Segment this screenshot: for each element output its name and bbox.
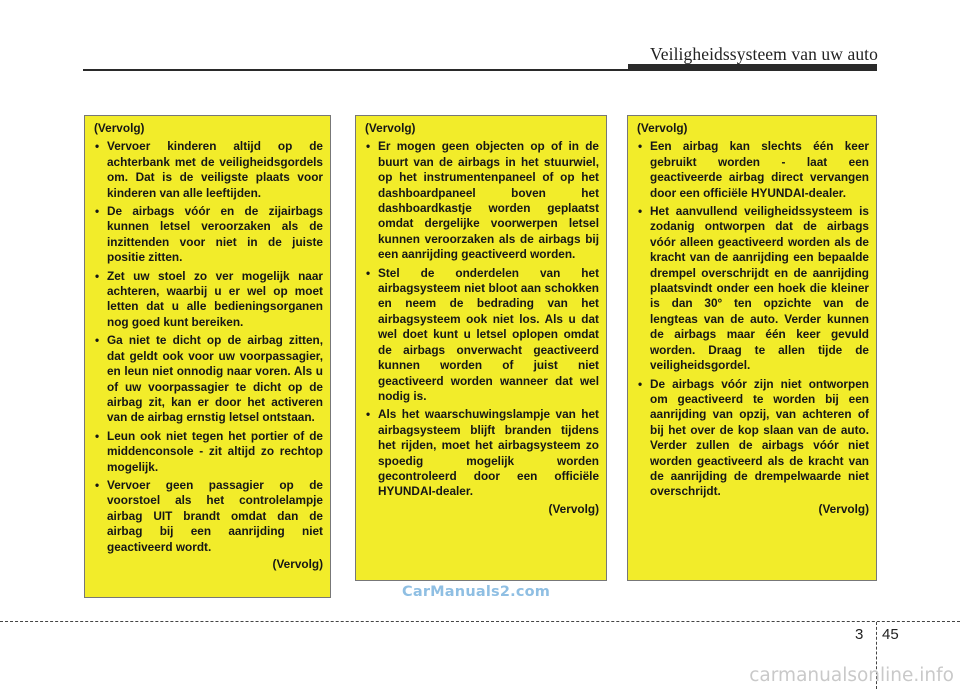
list-item: • Vervoer geen passagier op de voorstoel als het controlelampje airbag UIT brandt omdat dan de airbag bij een aanrijding niet geactiveerd wordt. — [94, 478, 323, 555]
list-item: • De airbags vóór en de zijairbags kunnen letsel veroorzaken als de inzittenden voor niet in de juiste positie zitten. — [94, 204, 323, 266]
warning-list — [365, 139, 599, 499]
list-item: • Als het waarschuwingslampje van het airbagsysteem blijft branden tijdens het rijden, moet het airbagsysteem zo spoedig mogelijk worden gecontroleerd door een officiële HYUNDAI-dealer. — [365, 407, 599, 499]
continued-footer: (Vervolg) — [548, 501, 599, 516]
list-item: • Er mogen geen objecten op of in de buurt van de airbags in het stuurwiel, op het instrumentenpaneel of op het dashboardpaneel boven het dashboardkastje worden geplaatst omdat dergelijke voorwerpen letsel kunnen veroorzaken als de airbags bij een aanrijding geactiveerd worden. — [365, 139, 599, 262]
footer-divider — [0, 621, 960, 622]
header-rule-accent — [628, 64, 877, 71]
continued-label: (Vervolg) — [94, 121, 145, 135]
warning-box-1 — [84, 115, 331, 598]
warning-box-3 — [627, 115, 877, 581]
list-item: • Zet uw stoel zo ver mogelijk naar achteren, waarbij u er wel op moet letten dat u alle bedieningsorganen nog goed kunt bereiken. — [94, 269, 323, 331]
list-item: • Stel de onderdelen van het airbagsysteem niet bloot aan schokken en neem de bedrading van het airbagsysteem ook niet los. Als u dat wel doet kunt u letsel oplopen omdat de airbags onverwacht geactiveerd kunnen worden of juist niet geactiveerd worden wanneer dat wel nodig is. — [365, 266, 599, 405]
warning-box-2 — [355, 115, 607, 581]
warning-list — [94, 139, 323, 555]
site-watermark: carmanualsonline.info — [749, 665, 954, 686]
page-header-title: Veiligheidssysteem van uw auto — [649, 44, 878, 64]
carmanuals-watermark[interactable]: CarManuals2.com — [402, 584, 551, 600]
warning-list — [637, 139, 869, 499]
list-item: • Leun ook niet tegen het portier of de middenconsole - zit altijd zo rechtop mogelijk. — [94, 429, 323, 475]
continued-footer: (Vervolg) — [272, 556, 323, 571]
page-number: 45 — [882, 626, 899, 643]
continued-label: (Vervolg) — [637, 121, 688, 135]
list-item: • Ga niet te dicht op de airbag zitten, dat geldt ook voor uw voorpassagier, en leun niet onnodig naar voren. Als u of uw voorpassagier te dicht op de airbag zit, kan er door het activeren van de airbag ernstig letsel ontstaan. — [94, 333, 323, 425]
list-item: • Het aanvullend veiligheidssysteem is zodanig ontworpen dat de airbags vóór alleen geactiveerd worden als de kracht van de aanrijding een bepaalde drempel overschrijdt en de aanrijding plaatsvindt onder een hoek die kleiner is dan 30° ten opzichte van de lengteas van de auto. Verder kunnen de airbags maar één keer gevuld worden. Draag te allen tijde de veiligheidsgordel. — [637, 204, 869, 373]
chapter-number: 3 — [855, 626, 864, 643]
list-item: • Vervoer kinderen altijd op de achterbank met de veiligheidsgordels om. Dat is de veiligste plaats voor kinderen van alle leeftijden. — [94, 139, 323, 201]
continued-footer: (Vervolg) — [818, 501, 869, 516]
list-item: • Een airbag kan slechts één keer gebruikt worden - laat een geactiveerde airbag direct vervangen door een officiële HYUNDAI-dealer. — [637, 139, 869, 201]
continued-label: (Vervolg) — [365, 121, 416, 135]
list-item: • De airbags vóór zijn niet ontworpen om geactiveerd te worden bij een aanrijding van opzij, van achteren of bij het over de kop slaan van de auto. Verder zullen de airbags vóór niet worden geactiveerd als de kracht van de aanrijding de drempelwaarde niet overschrijdt. — [637, 377, 869, 500]
